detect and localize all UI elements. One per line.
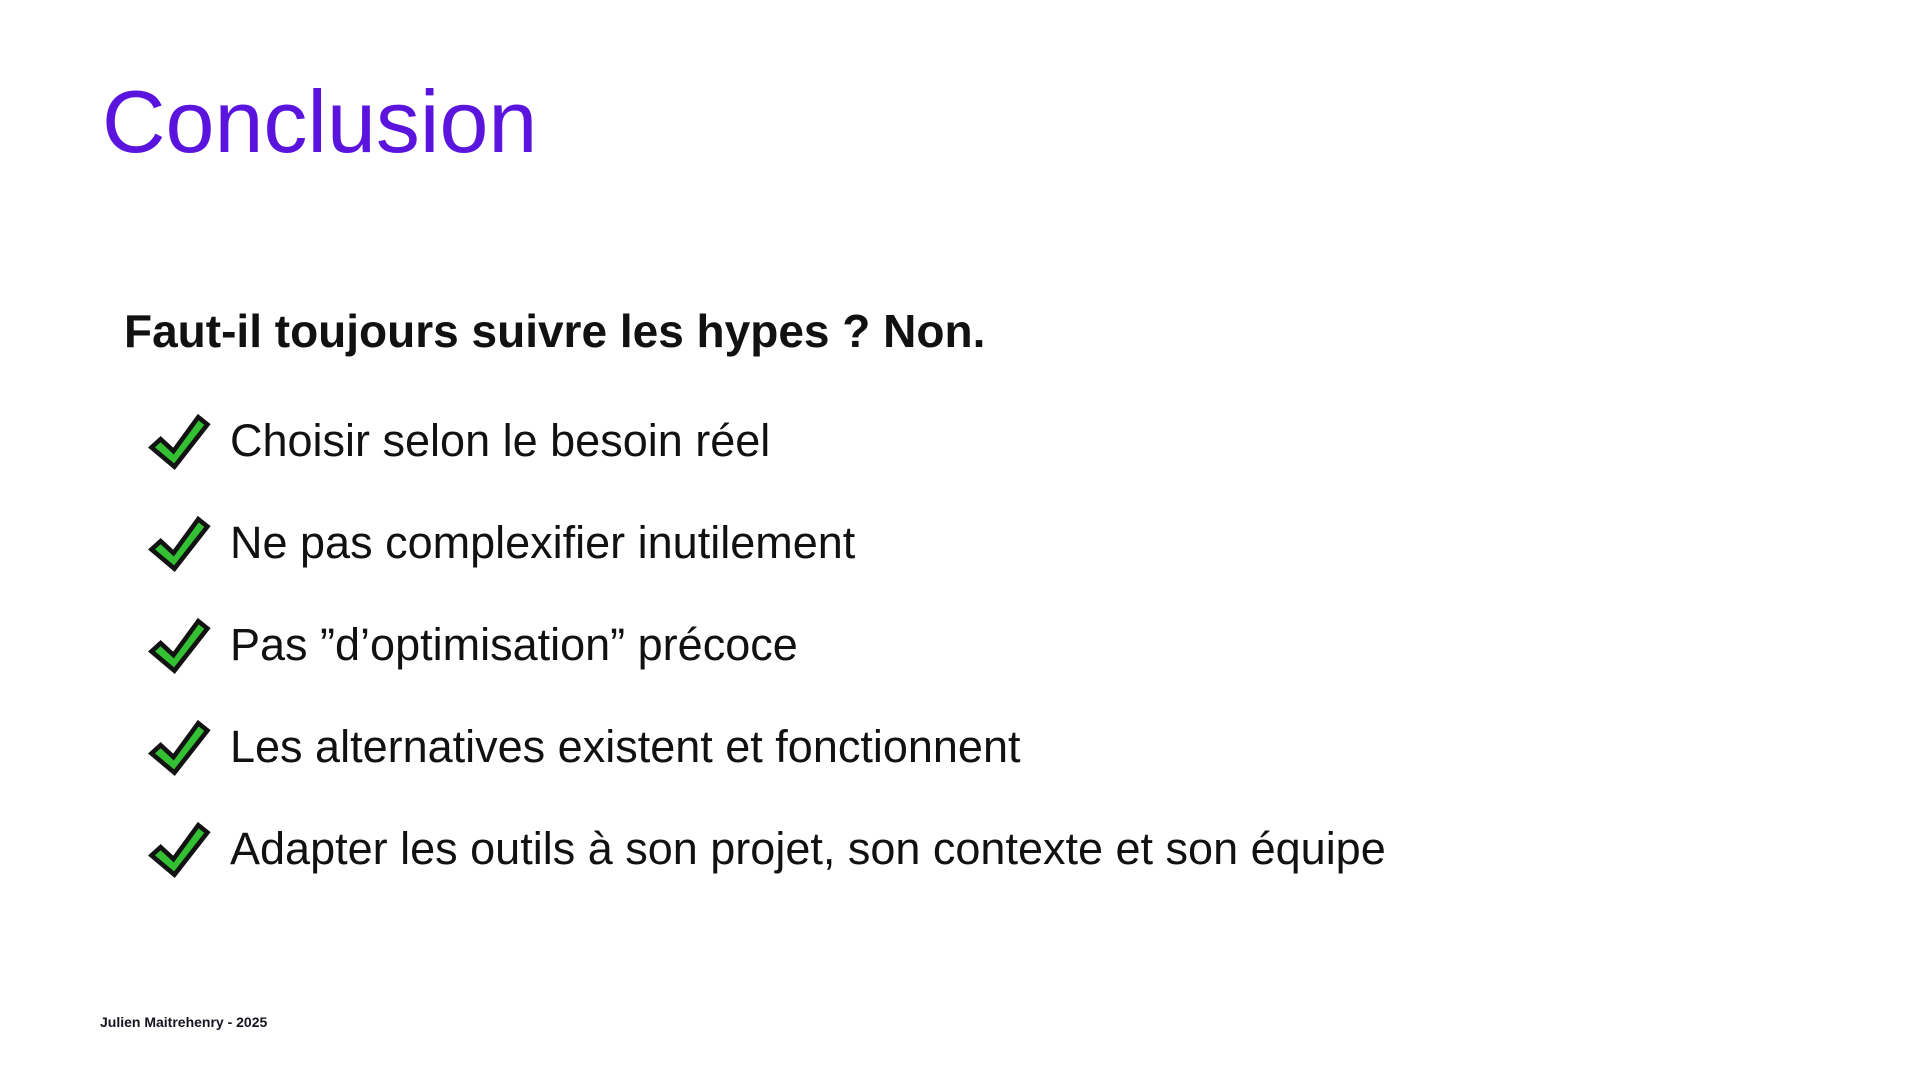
slide-title: Conclusion [102,72,538,171]
list-item [146,696,1386,798]
checklist-item-text: Pas ”d’optimisation” précoce [230,619,798,671]
lead-statement: Faut-il toujours suivre les hypes ? Non. [124,305,986,357]
check-icon [146,820,212,878]
checklist-item-text: Ne pas complexifier inutilement [230,517,856,569]
check-icon [146,616,212,674]
checklist [146,390,1386,900]
check-icon [146,718,212,776]
checklist-item-text: Les alternatives existent et fonctionnent [230,721,1021,773]
footer-credit: Julien Maitrehenry - 2025 [100,1014,268,1030]
checklist-item-text: Choisir selon le besoin réel [230,415,771,467]
list-item [146,594,1386,696]
list-item [146,390,1386,492]
check-icon [146,412,212,470]
list-item [146,798,1386,900]
checklist-item-text: Adapter les outils à son projet, son contexte et son équipe [230,823,1386,875]
check-icon [146,514,212,572]
list-item [146,492,1386,594]
